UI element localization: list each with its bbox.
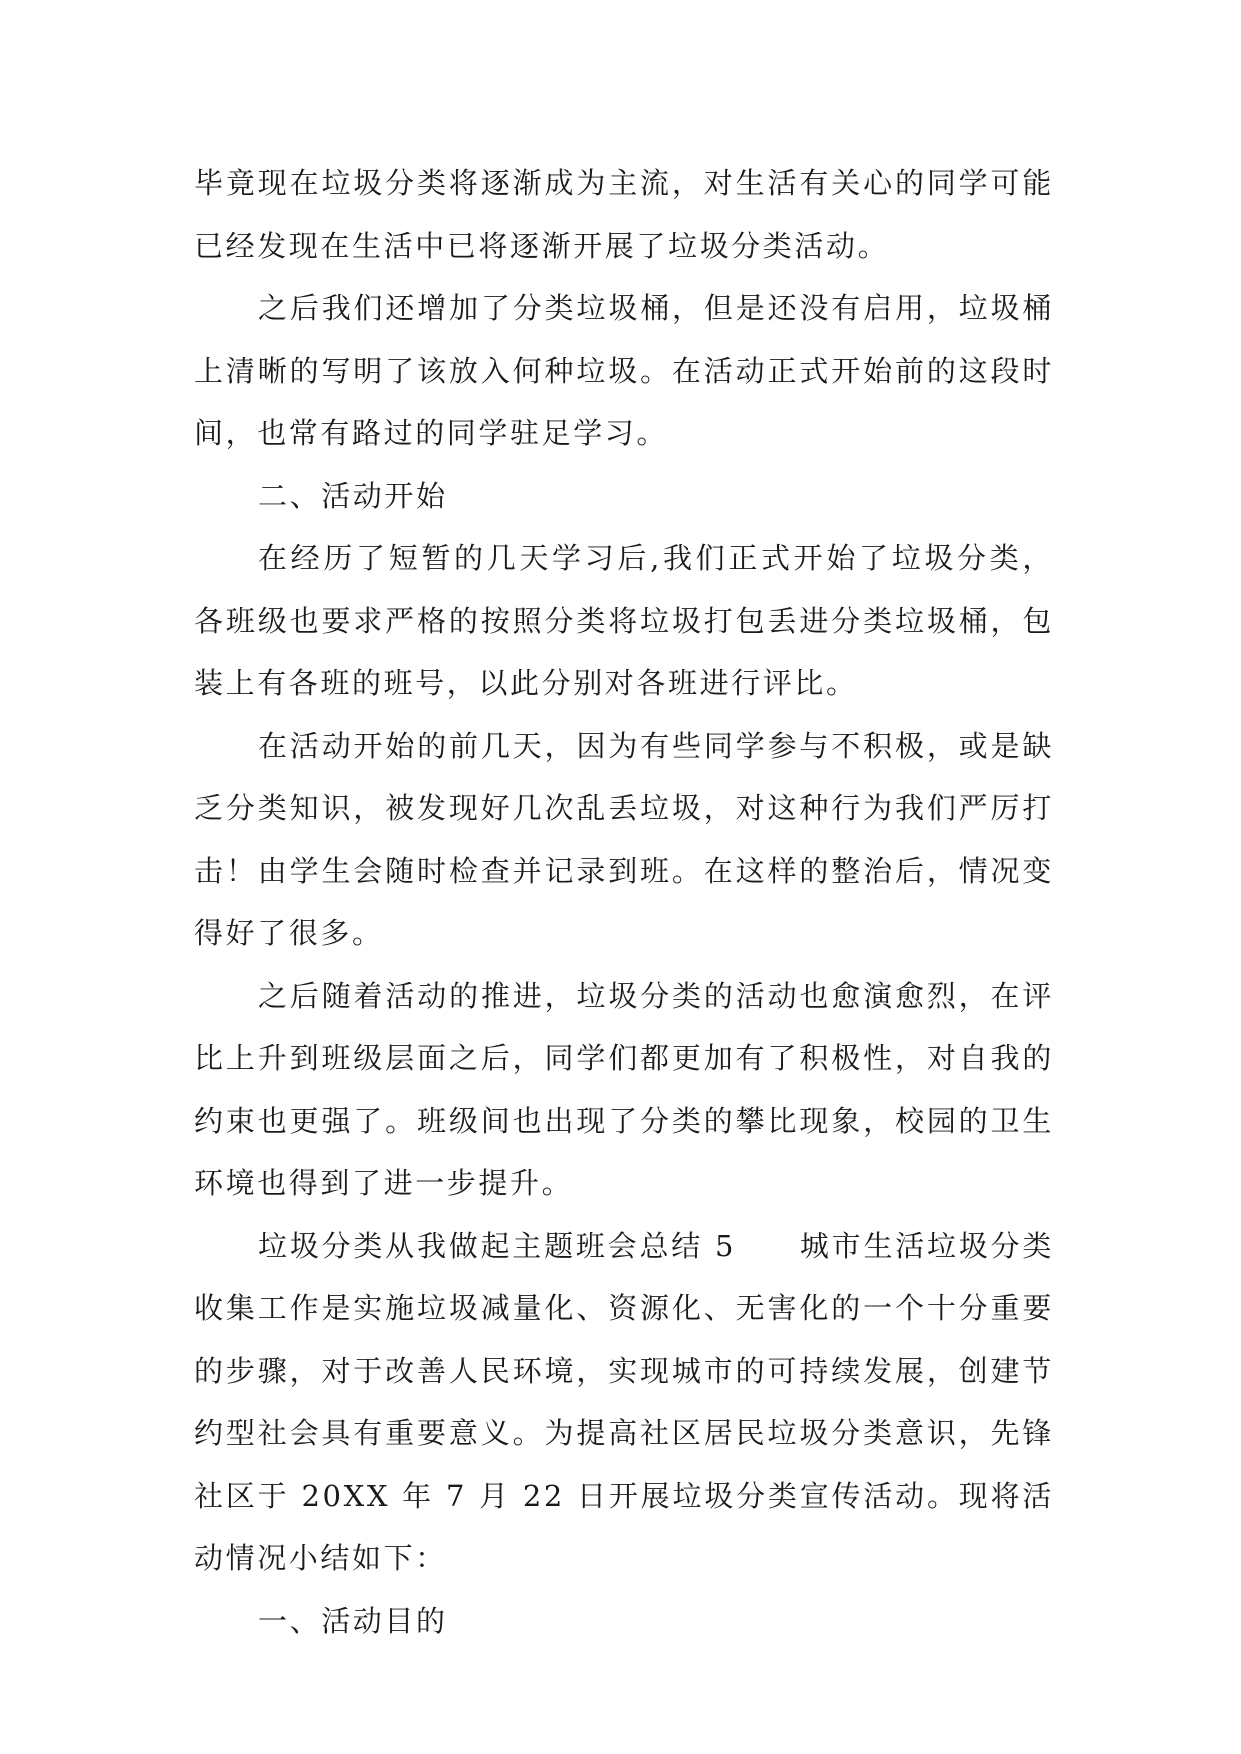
paragraph-5: 之后随着活动的推进，垃圾分类的活动也愈演愈烈，在评比上升到班级层面之后，同学们都更加有了积极性，对自我的约束也更强了。班级间也出现了分类的攀比现象，校园的卫生环境也得到了进一步提升。 xyxy=(194,978,1054,1200)
section-heading-activity-start: 二、活动开始 xyxy=(258,478,448,513)
paragraph-1: 毕竟现在垃圾分类将逐渐成为主流，对生活有关心的同学可能已经发现在生活中已将逐渐开展了垃圾分类活动。 xyxy=(194,166,1054,263)
paragraph-6: 垃圾分类从我做起主题班会总结 5 城市生活垃圾分类收集工作是实施垃圾减量化、资源化、无害化的一个十分重要的步骤，对于改善人民环境，实现城市的可持续发展，创建节约型社会具有重要意义。为提高社区居民垃圾分类意识，先锋社区于 20XX 年 7 月 22 日开展垃圾分类宣传活动。现将活动情况小结如下： xyxy=(194,1228,1054,1575)
section-heading-activity-purpose: 一、活动目的 xyxy=(258,1603,448,1638)
paragraph-4: 在活动开始的前几天，因为有些同学参与不积极，或是缺乏分类知识，被发现好几次乱丢垃圾，对这种行为我们严厉打击！由学生会随时检查并记录到班。在这样的整治后，情况变得好了很多。 xyxy=(194,728,1054,950)
paragraph-3: 在经历了短暂的几天学习后,我们正式开始了垃圾分类，各班级也要求严格的按照分类将垃圾打包丢进分类垃圾桶，包装上有各班的班号，以此分别对各班进行评比。 xyxy=(194,541,1054,700)
document-body xyxy=(194,152,1054,1652)
paragraph-2: 之后我们还增加了分类垃圾桶，但是还没有启用，垃圾桶上清晰的写明了该放入何种垃圾。在活动正式开始前的这段时间，也常有路过的同学驻足学习。 xyxy=(194,291,1054,450)
